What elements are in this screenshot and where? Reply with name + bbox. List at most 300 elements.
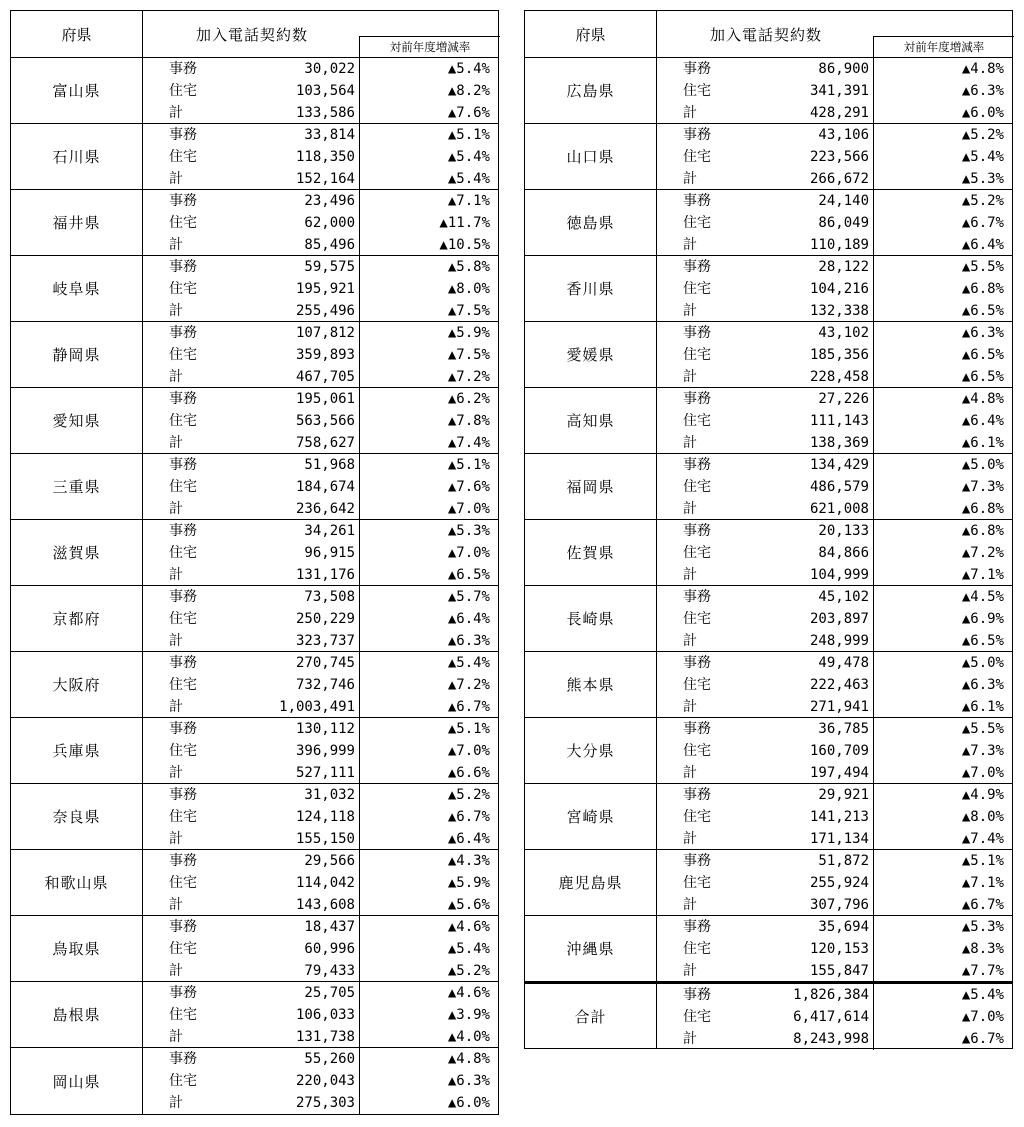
row-category-label: 計 (169, 633, 183, 649)
row-category-label: 計 (683, 501, 697, 517)
row-category-label: 計 (683, 171, 697, 187)
prefecture-group (11, 388, 498, 454)
table-row (657, 674, 1012, 696)
change-rate-value: ▲7.6% (359, 102, 500, 124)
contract-count-value: 43,106 (818, 127, 869, 143)
row-category-label: 事務 (169, 721, 197, 737)
change-rate-value: ▲7.2% (359, 674, 500, 696)
change-rate-value: ▲6.0% (359, 1092, 500, 1114)
contract-count-value: 143,608 (295, 897, 355, 913)
table-row (657, 498, 1012, 520)
contract-count-value: 732,746 (295, 677, 355, 693)
contract-count-value: 51,968 (304, 457, 355, 473)
row-category-label: 事務 (683, 259, 711, 275)
row-category-label: 事務 (683, 589, 711, 605)
row-category-label: 住宅 (169, 347, 197, 363)
contract-count-value: 79,433 (304, 963, 355, 979)
table-row (143, 80, 498, 102)
contract-count-value: 6,417,614 (793, 1009, 869, 1025)
group-rows (143, 850, 498, 915)
contract-count-value: 141,213 (809, 809, 869, 825)
contract-count-value: 27,226 (818, 391, 869, 407)
group-rows (657, 916, 1012, 981)
change-rate-value: ▲7.0% (873, 762, 1014, 784)
group-rows (143, 256, 498, 321)
row-category-label: 計 (683, 567, 697, 583)
header-change-rate: 対前年度増減率 (359, 36, 500, 57)
change-rate-value: ▲5.4% (359, 652, 500, 674)
row-category-label: 事務 (683, 919, 711, 935)
contract-count-value: 467,705 (295, 369, 355, 385)
row-category-label: 住宅 (169, 545, 197, 561)
row-category-label: 住宅 (683, 743, 711, 759)
row-category-label: 住宅 (169, 875, 197, 891)
row-category-label: 計 (169, 501, 183, 517)
table-row (657, 432, 1012, 454)
row-category-label: 住宅 (169, 743, 197, 759)
row-category-label: 住宅 (683, 545, 711, 561)
contract-count-value: 275,303 (295, 1095, 355, 1111)
row-category-label: 計 (169, 765, 183, 781)
table-row (657, 344, 1012, 366)
prefecture-name: 和歌山県 (11, 850, 143, 915)
table-body (11, 58, 498, 1114)
table-body (525, 58, 1012, 1048)
row-category-label: 計 (169, 567, 183, 583)
table-row (657, 828, 1012, 850)
contract-count-value: 111,143 (809, 413, 869, 429)
contract-count-value: 86,049 (818, 215, 869, 231)
change-rate-value: ▲5.5% (873, 256, 1014, 278)
change-rate-value: ▲6.5% (873, 344, 1014, 366)
change-rate-value: ▲11.7% (359, 212, 500, 234)
prefecture-group (11, 454, 498, 520)
contract-count-value: 110,189 (809, 237, 869, 253)
change-rate-value: ▲6.8% (873, 278, 1014, 300)
row-category-label: 事務 (683, 987, 711, 1003)
table-row (143, 872, 498, 894)
row-category-label: 計 (169, 369, 183, 385)
table-row (143, 146, 498, 168)
table-row (657, 608, 1012, 630)
group-rows (143, 586, 498, 651)
table-row (143, 960, 498, 982)
prefecture-name: 奈良県 (11, 784, 143, 849)
row-category-label: 計 (683, 831, 697, 847)
row-category-label: 事務 (169, 259, 197, 275)
change-rate-value: ▲5.1% (873, 850, 1014, 872)
row-category-label: 住宅 (683, 479, 711, 495)
row-category-label: 住宅 (683, 281, 711, 297)
table-row (657, 278, 1012, 300)
prefecture-group (525, 586, 1012, 652)
change-rate-value: ▲6.9% (873, 608, 1014, 630)
table-row (657, 168, 1012, 190)
row-category-label: 事務 (683, 523, 711, 539)
group-rows (143, 454, 498, 519)
row-category-label: 事務 (683, 457, 711, 473)
table-row (143, 256, 498, 278)
table-row (657, 366, 1012, 388)
change-rate-value: ▲6.8% (873, 498, 1014, 520)
change-rate-value: ▲5.5% (873, 718, 1014, 740)
contract-count-value: 114,042 (295, 875, 355, 891)
table-row (657, 476, 1012, 498)
prefecture-name: 佐賀県 (525, 520, 657, 585)
row-category-label: 住宅 (683, 941, 711, 957)
row-category-label: 計 (683, 369, 697, 385)
table-row (143, 234, 498, 256)
row-category-label: 計 (683, 303, 697, 319)
row-category-label: 計 (683, 1031, 697, 1047)
prefecture-name: 福井県 (11, 190, 143, 255)
table-row (657, 212, 1012, 234)
table-row (143, 124, 498, 146)
row-category-label: 計 (169, 237, 183, 253)
contract-count-value: 73,508 (304, 589, 355, 605)
table-row (657, 564, 1012, 586)
row-category-label: 計 (683, 105, 697, 121)
row-category-label: 事務 (169, 127, 197, 143)
prefecture-name: 高知県 (525, 388, 657, 453)
contract-count-value: 23,496 (304, 193, 355, 209)
change-rate-value: ▲7.0% (873, 1006, 1014, 1028)
row-category-label: 計 (169, 1095, 183, 1111)
prefecture-group (525, 388, 1012, 454)
table-row (143, 1004, 498, 1026)
table-row (143, 1092, 498, 1114)
contract-count-value: 271,941 (809, 699, 869, 715)
table-row (143, 102, 498, 124)
table-row (143, 652, 498, 674)
change-rate-value: ▲6.3% (873, 80, 1014, 102)
prefecture-group (11, 718, 498, 784)
contract-count-value: 270,745 (295, 655, 355, 671)
contract-count-value: 45,102 (818, 589, 869, 605)
prefecture-name: 兵庫県 (11, 718, 143, 783)
contract-count-value: 152,164 (295, 171, 355, 187)
change-rate-value: ▲5.7% (359, 586, 500, 608)
change-rate-value: ▲5.4% (873, 984, 1014, 1006)
row-category-label: 住宅 (683, 413, 711, 429)
row-category-label: 計 (683, 237, 697, 253)
change-rate-value: ▲5.6% (359, 894, 500, 916)
change-rate-value: ▲6.6% (359, 762, 500, 784)
row-category-label: 計 (169, 303, 183, 319)
change-rate-value: ▲5.3% (359, 520, 500, 542)
row-category-label: 事務 (169, 61, 197, 77)
table-row (143, 432, 498, 454)
prefecture-name: 宮崎県 (525, 784, 657, 849)
prefecture-group (525, 190, 1012, 256)
prefecture-name: 静岡県 (11, 322, 143, 387)
row-category-label: 事務 (169, 1051, 197, 1067)
change-rate-value: ▲5.1% (359, 718, 500, 740)
table-row (143, 542, 498, 564)
change-rate-value: ▲5.2% (359, 784, 500, 806)
prefecture-group (525, 322, 1012, 388)
prefecture-group (11, 652, 498, 718)
contract-count-value: 49,478 (818, 655, 869, 671)
change-rate-value: ▲6.4% (359, 828, 500, 850)
row-category-label: 住宅 (683, 809, 711, 825)
right-table (524, 10, 1013, 1049)
table-row (143, 388, 498, 410)
contract-count-value: 563,566 (295, 413, 355, 429)
table-row (143, 1070, 498, 1092)
table-row (143, 806, 498, 828)
prefecture-group (11, 784, 498, 850)
table-row (143, 564, 498, 586)
table-row (143, 1026, 498, 1048)
table-row (143, 608, 498, 630)
contract-count-value: 195,921 (295, 281, 355, 297)
table-row (143, 828, 498, 850)
change-rate-value: ▲3.9% (359, 1004, 500, 1026)
contract-count-value: 171,134 (809, 831, 869, 847)
row-category-label: 事務 (169, 325, 197, 341)
row-category-label: 住宅 (683, 83, 711, 99)
table-row (143, 454, 498, 476)
change-rate-value: ▲6.2% (359, 388, 500, 410)
row-category-label: 事務 (683, 787, 711, 803)
change-rate-value: ▲7.8% (359, 410, 500, 432)
table-row (657, 784, 1012, 806)
contract-count-value: 527,111 (295, 765, 355, 781)
change-rate-value: ▲6.5% (359, 564, 500, 586)
table-row (143, 1048, 498, 1070)
row-category-label: 事務 (169, 853, 197, 869)
header-change-rate: 対前年度増減率 (873, 36, 1014, 57)
row-category-label: 事務 (683, 853, 711, 869)
change-rate-value: ▲5.0% (873, 454, 1014, 476)
contract-count-value: 1,003,491 (279, 699, 355, 715)
row-category-label: 計 (169, 831, 183, 847)
prefecture-name: 徳島県 (525, 190, 657, 255)
change-rate-value: ▲4.6% (359, 982, 500, 1004)
table-row (143, 278, 498, 300)
group-rows (143, 1048, 498, 1114)
contract-count-value: 29,566 (304, 853, 355, 869)
prefecture-name: 大阪府 (11, 652, 143, 717)
change-rate-value: ▲5.0% (873, 652, 1014, 674)
contract-count-value: 60,996 (304, 941, 355, 957)
change-rate-value: ▲5.2% (873, 124, 1014, 146)
row-category-label: 住宅 (683, 875, 711, 891)
row-category-label: 事務 (683, 325, 711, 341)
change-rate-value: ▲6.7% (359, 806, 500, 828)
change-rate-value: ▲6.3% (359, 1070, 500, 1092)
row-category-label: 住宅 (683, 347, 711, 363)
group-rows (657, 124, 1012, 189)
contract-count-value: 307,796 (809, 897, 869, 913)
contract-count-value: 133,586 (295, 105, 355, 121)
table-row (657, 58, 1012, 80)
contract-count-value: 8,243,998 (793, 1031, 869, 1047)
prefecture-name: 岐阜県 (11, 256, 143, 321)
change-rate-value: ▲6.7% (873, 1028, 1014, 1050)
group-rows (143, 916, 498, 981)
table-row (657, 872, 1012, 894)
prefecture-group (11, 586, 498, 652)
prefecture-name: 愛知県 (11, 388, 143, 453)
group-rows (143, 388, 498, 453)
change-rate-value: ▲6.3% (873, 674, 1014, 696)
table-row (657, 1006, 1012, 1028)
table-row (143, 850, 498, 872)
prefecture-group (11, 322, 498, 388)
row-category-label: 事務 (683, 193, 711, 209)
group-rows (657, 784, 1012, 849)
prefecture-group (525, 520, 1012, 586)
change-rate-value: ▲5.4% (873, 146, 1014, 168)
change-rate-value: ▲7.5% (359, 300, 500, 322)
group-rows (657, 388, 1012, 453)
table-row (143, 762, 498, 784)
change-rate-value: ▲6.8% (873, 520, 1014, 542)
contract-count-value: 20,133 (818, 523, 869, 539)
row-category-label: 住宅 (169, 281, 197, 297)
prefecture-group (525, 124, 1012, 190)
contract-count-value: 197,494 (809, 765, 869, 781)
change-rate-value: ▲7.0% (359, 498, 500, 520)
contract-count-value: 155,847 (809, 963, 869, 979)
contract-count-value: 255,496 (295, 303, 355, 319)
contract-count-value: 86,900 (818, 61, 869, 77)
change-rate-value: ▲5.1% (359, 454, 500, 476)
change-rate-value: ▲5.4% (359, 58, 500, 80)
group-rows (143, 982, 498, 1047)
row-category-label: 計 (169, 897, 183, 913)
row-category-label: 計 (683, 897, 697, 913)
contract-count-value: 62,000 (304, 215, 355, 231)
prefecture-group (11, 256, 498, 322)
row-category-label: 住宅 (169, 215, 197, 231)
contract-count-value: 131,738 (295, 1029, 355, 1045)
prefecture-name: 石川県 (11, 124, 143, 189)
table-row (657, 696, 1012, 718)
contract-count-value: 55,260 (304, 1051, 355, 1067)
contract-count-value: 132,338 (809, 303, 869, 319)
row-category-label: 事務 (683, 655, 711, 671)
group-rows (143, 124, 498, 189)
change-rate-value: ▲7.3% (873, 476, 1014, 498)
change-rate-value: ▲6.5% (873, 366, 1014, 388)
contract-count-value: 428,291 (809, 105, 869, 121)
change-rate-value: ▲6.3% (359, 630, 500, 652)
row-category-label: 住宅 (683, 215, 711, 231)
change-rate-value: ▲5.4% (359, 938, 500, 960)
change-rate-value: ▲6.7% (873, 212, 1014, 234)
table-row (143, 916, 498, 938)
contract-count-value: 25,705 (304, 985, 355, 1001)
contract-count-value: 43,102 (818, 325, 869, 341)
change-rate-value: ▲6.0% (873, 102, 1014, 124)
row-category-label: 住宅 (683, 677, 711, 693)
contract-count-value: 223,566 (809, 149, 869, 165)
change-rate-value: ▲7.4% (359, 432, 500, 454)
group-rows (143, 58, 498, 123)
contract-count-value: 104,216 (809, 281, 869, 297)
group-rows (657, 58, 1012, 123)
contract-count-value: 396,999 (295, 743, 355, 759)
change-rate-value: ▲4.0% (359, 1026, 500, 1048)
prefecture-name: 愛媛県 (525, 322, 657, 387)
contract-count-value: 35,694 (818, 919, 869, 935)
prefecture-group (11, 850, 498, 916)
contract-count-value: 236,642 (295, 501, 355, 517)
row-category-label: 住宅 (169, 1007, 197, 1023)
contract-count-value: 222,463 (809, 677, 869, 693)
change-rate-value: ▲8.2% (359, 80, 500, 102)
change-rate-value: ▲7.6% (359, 476, 500, 498)
contract-count-value: 96,915 (304, 545, 355, 561)
table-row (657, 80, 1012, 102)
table-header (11, 11, 498, 58)
contract-count-value: 195,061 (295, 391, 355, 407)
table-row (143, 322, 498, 344)
table-row (657, 1028, 1012, 1050)
contract-count-value: 33,814 (304, 127, 355, 143)
change-rate-value: ▲6.1% (873, 432, 1014, 454)
contract-count-value: 29,921 (818, 787, 869, 803)
row-category-label: 事務 (683, 721, 711, 737)
change-rate-value: ▲5.1% (359, 124, 500, 146)
change-rate-value: ▲7.0% (359, 740, 500, 762)
contract-count-value: 758,627 (295, 435, 355, 451)
change-rate-value: ▲5.2% (873, 190, 1014, 212)
change-rate-value: ▲5.2% (359, 960, 500, 982)
change-rate-value: ▲8.0% (873, 806, 1014, 828)
change-rate-value: ▲8.0% (359, 278, 500, 300)
prefecture-name: 長崎県 (525, 586, 657, 651)
row-category-label: 計 (169, 699, 183, 715)
contract-count-value: 51,872 (818, 853, 869, 869)
row-category-label: 住宅 (169, 83, 197, 99)
table-row (657, 454, 1012, 476)
row-category-label: 住宅 (169, 413, 197, 429)
contract-count-value: 486,579 (809, 479, 869, 495)
contract-count-value: 28,122 (818, 259, 869, 275)
table-row (143, 476, 498, 498)
contract-count-value: 155,150 (295, 831, 355, 847)
change-rate-value: ▲4.3% (359, 850, 500, 872)
table-row (657, 520, 1012, 542)
row-category-label: 計 (683, 633, 697, 649)
prefecture-group (11, 190, 498, 256)
row-category-label: 事務 (683, 127, 711, 143)
row-category-label: 事務 (169, 919, 197, 935)
change-rate-value: ▲6.7% (873, 894, 1014, 916)
group-rows (143, 322, 498, 387)
row-category-label: 計 (169, 1029, 183, 1045)
table-row (143, 168, 498, 190)
contract-count-value: 34,261 (304, 523, 355, 539)
change-rate-value: ▲4.8% (359, 1048, 500, 1070)
contract-count-value: 203,897 (809, 611, 869, 627)
change-rate-value: ▲4.9% (873, 784, 1014, 806)
prefecture-name: 広島県 (525, 58, 657, 123)
contract-count-value: 266,672 (809, 171, 869, 187)
table-row (657, 388, 1012, 410)
contract-count-value: 130,112 (295, 721, 355, 737)
row-category-label: 計 (683, 765, 697, 781)
prefecture-name: 岡山県 (11, 1048, 143, 1114)
prefecture-group (11, 916, 498, 982)
contract-count-value: 24,140 (818, 193, 869, 209)
group-rows (657, 454, 1012, 519)
table-row (657, 894, 1012, 916)
